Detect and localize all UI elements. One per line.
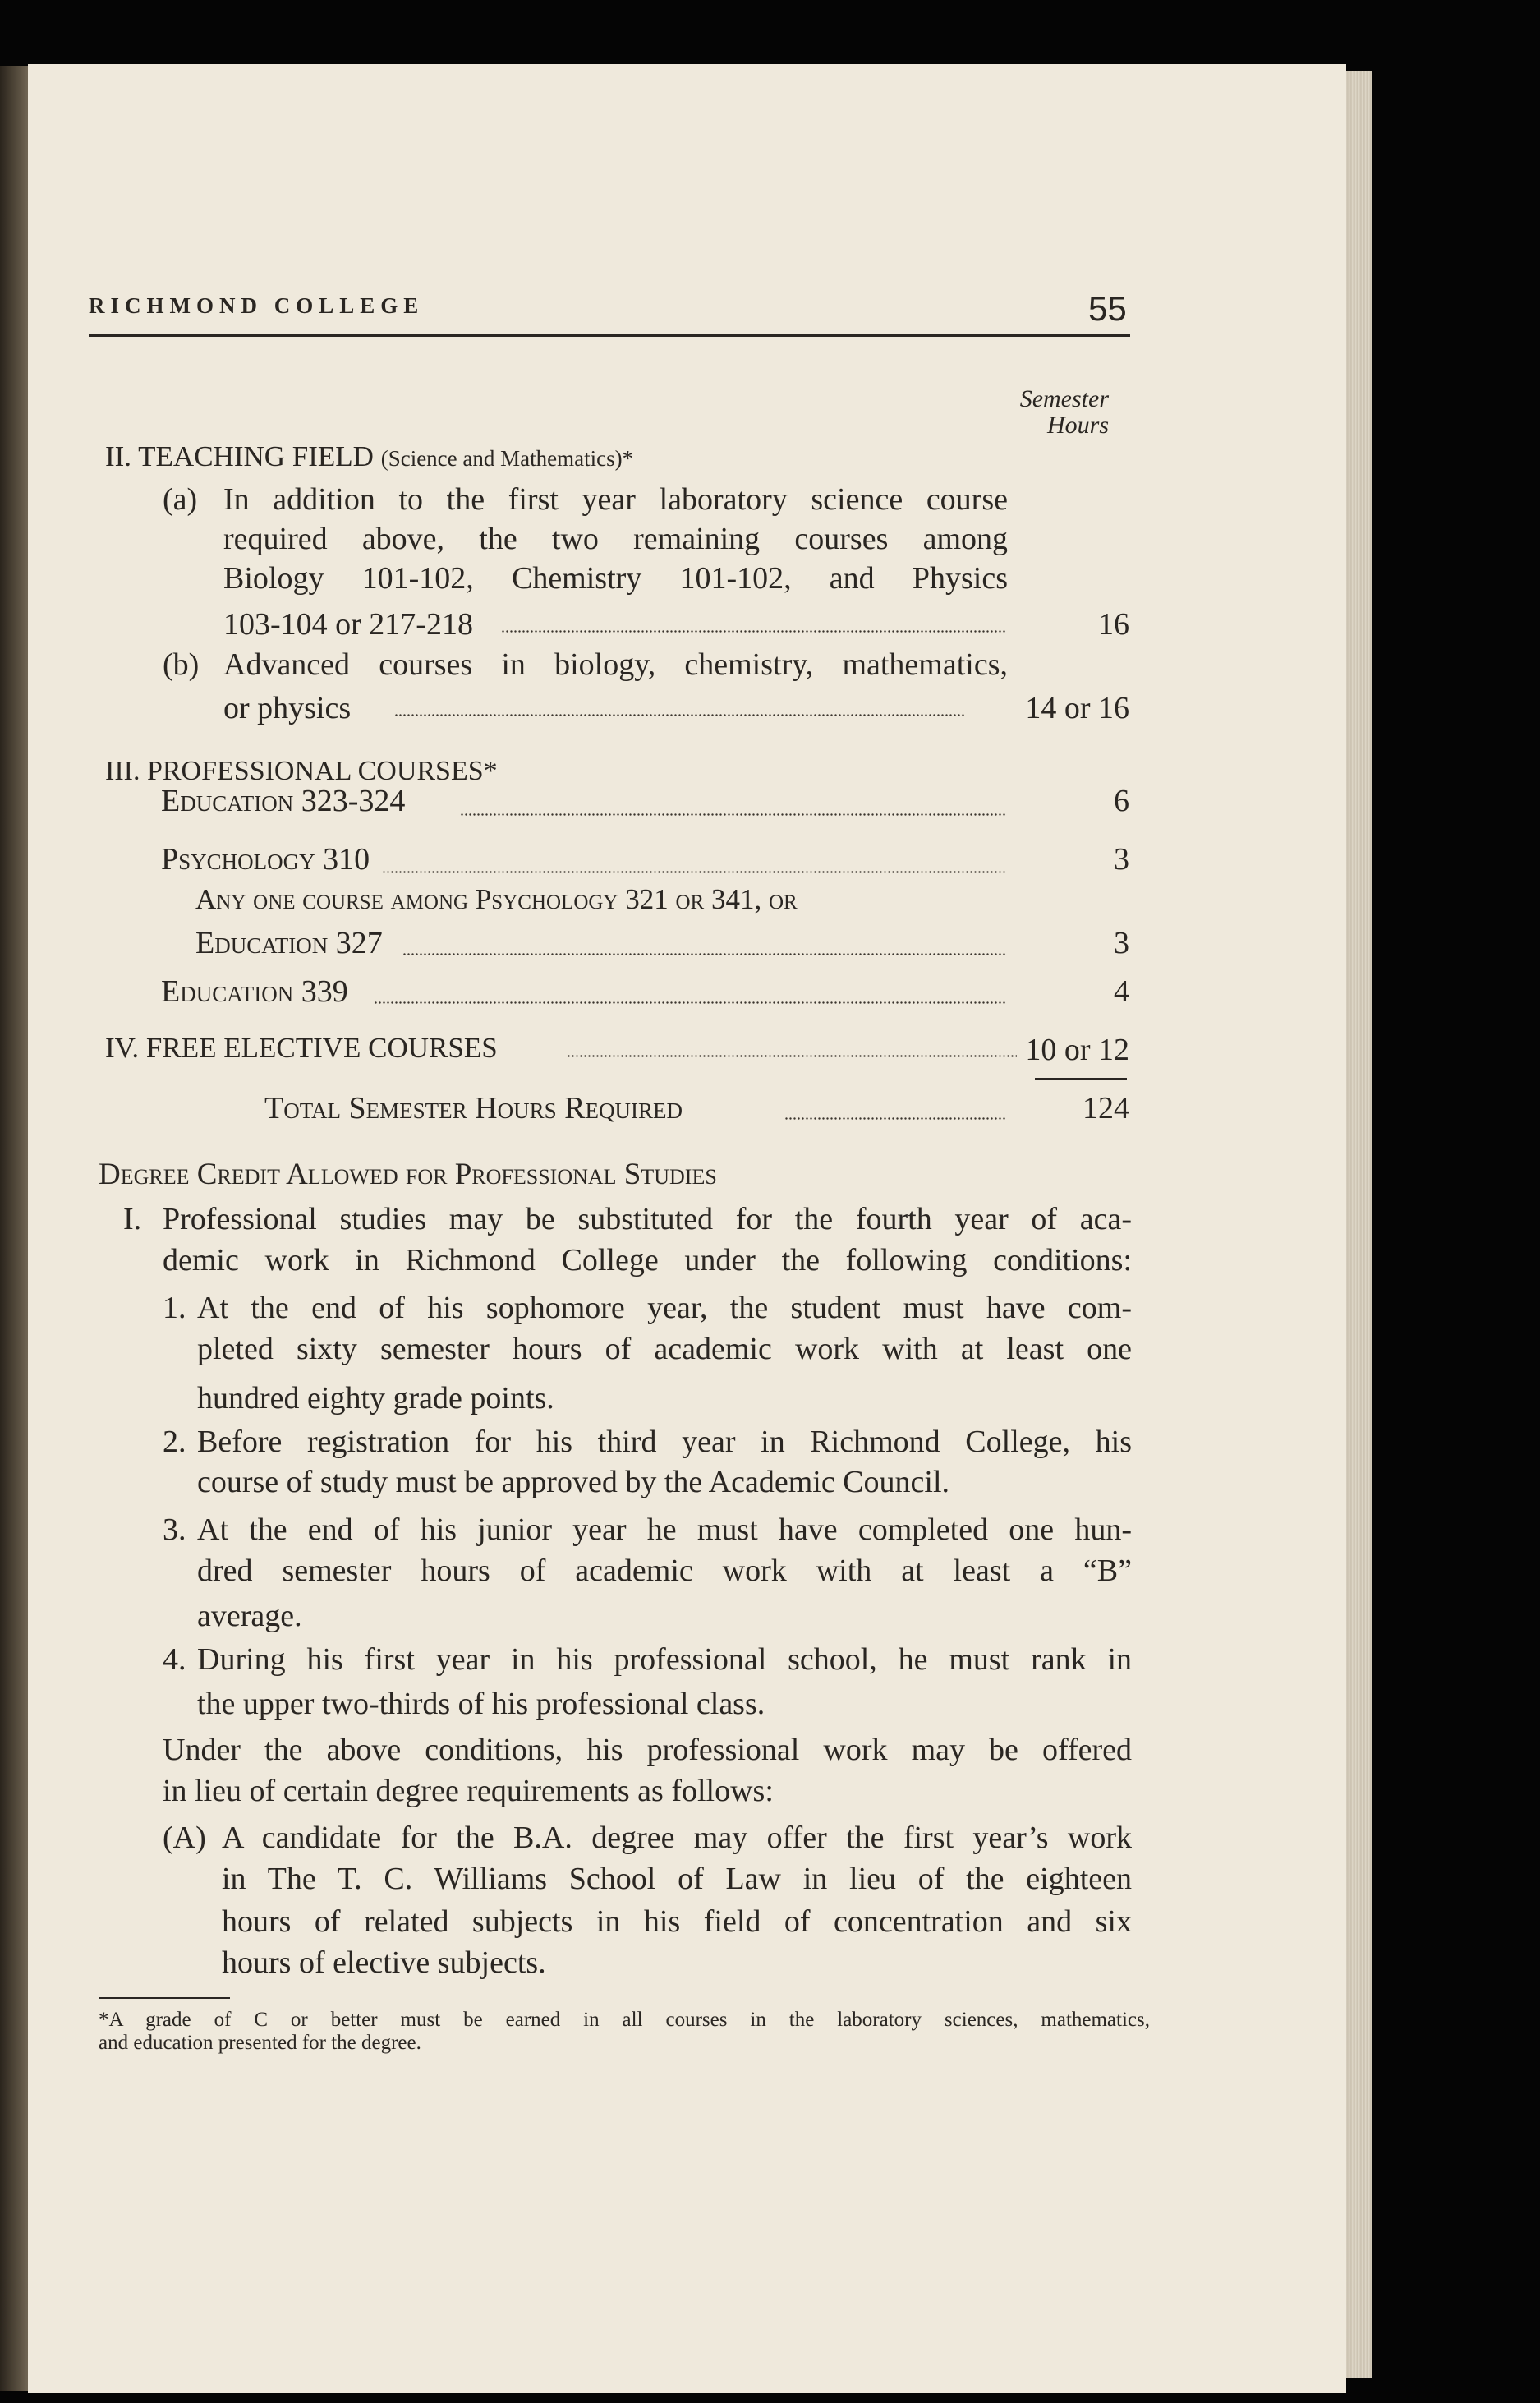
course-hours: 6 xyxy=(1114,784,1129,818)
running-head: RICHMOND COLLEGE xyxy=(89,293,425,318)
option-a-line: hours of related subjects in his field of concentration and six xyxy=(222,1904,1132,1939)
section-ii-subtitle: (Science and Mathematics)* xyxy=(380,446,634,471)
footnote-line: and education presented for the degree. xyxy=(99,2032,421,2054)
under-conditions-line: in lieu of certain degree requirements as follows: xyxy=(163,1774,774,1808)
leader-dots xyxy=(501,630,1006,633)
footnote-rule xyxy=(99,1997,230,1999)
section-ii-b-line: Advanced courses in biology, chemistry, mathematics, xyxy=(223,647,1008,682)
condition-number: 3. xyxy=(163,1512,186,1547)
section-ii-a-line: required above, the two remaining courses among xyxy=(223,522,1008,556)
column-head-line1: Semester xyxy=(1019,385,1109,412)
condition-number: 4. xyxy=(163,1642,186,1677)
option-a-label: (A) xyxy=(163,1821,206,1855)
credit-item-line: Professional studies may be substituted for the fourth year of aca- xyxy=(163,1202,1132,1236)
section-ii-a-line: In addition to the first year laboratory science course xyxy=(223,482,1008,517)
semester-hours-column-head xyxy=(1010,386,1109,439)
leader-dots xyxy=(382,871,1006,873)
credit-item-label: I. xyxy=(123,1202,142,1236)
section-ii-b-line: or physics xyxy=(223,691,352,725)
leader-dots xyxy=(567,1055,1017,1057)
section-iii-heading: III. PROFESSIONAL COURSES* xyxy=(105,756,498,786)
option-a-line: hours of elective subjects. xyxy=(222,1945,546,1980)
page-edge xyxy=(1346,71,1372,2378)
column-head-line2: Hours xyxy=(1046,412,1109,439)
course-option-line: Any one course among Psychology 321 or 341, or xyxy=(195,883,798,915)
section-ii-a-hours: 16 xyxy=(1098,607,1129,642)
under-conditions-line: Under the above conditions, his professional work may be offered xyxy=(163,1733,1132,1767)
condition-line: Before registration for his third year in Richmond College, his xyxy=(197,1425,1132,1459)
condition-line: During his first year in his professional school, he must rank in xyxy=(197,1642,1132,1677)
option-a-line: A candidate for the B.A. degree may offer the first year’s work xyxy=(222,1821,1132,1855)
section-ii-a-line: Biology 101-102, Chemistry 101-102, and Physics xyxy=(223,561,1008,596)
footnote xyxy=(99,2009,1150,2055)
section-ii-b-label: (b) xyxy=(163,647,200,682)
header-rule xyxy=(89,334,1130,337)
condition-line: pleted sixty semester hours of academic work with at least one xyxy=(197,1332,1132,1366)
course-name: Education 327 xyxy=(195,926,383,960)
section-ii-heading xyxy=(105,440,633,473)
section-iv-heading: IV. FREE ELECTIVE COURSES xyxy=(105,1032,498,1064)
footnote-line: *A grade of C or better must be earned in all courses in the laboratory sciences, mathematics, xyxy=(99,2009,1150,2031)
course-name: Education 339 xyxy=(161,974,348,1009)
degree-credit-heading: Degree Credit Allowed for Professional Studies xyxy=(99,1158,717,1191)
total-label: Total Semester Hours Required xyxy=(264,1091,683,1126)
leader-dots xyxy=(374,1001,1006,1004)
condition-line: At the end of his sophomore year, the student must have com- xyxy=(197,1291,1132,1325)
condition-line: At the end of his junior year he must have completed one hun- xyxy=(197,1512,1132,1547)
condition-number: 1. xyxy=(163,1291,186,1325)
course-hours: 3 xyxy=(1114,926,1129,960)
condition-line: course of study must be approved by the Academic Council. xyxy=(197,1465,950,1499)
condition-line: average. xyxy=(197,1599,302,1633)
total-rule xyxy=(1035,1078,1127,1080)
course-hours: 4 xyxy=(1114,974,1129,1009)
section-iv-hours: 10 or 12 xyxy=(1025,1033,1129,1067)
condition-line: the upper two-thirds of his professional class. xyxy=(197,1687,765,1721)
leader-dots xyxy=(784,1117,1006,1120)
section-ii-title: II. TEACHING FIELD xyxy=(105,440,374,472)
option-a-line: in The T. C. Williams School of Law in lieu of the eighteen xyxy=(222,1862,1132,1896)
total-hours: 124 xyxy=(1083,1091,1129,1126)
leader-dots xyxy=(402,953,1006,955)
leader-dots xyxy=(460,813,1006,816)
section-ii-b-hours: 14 or 16 xyxy=(1025,691,1129,725)
condition-line: dred semester hours of academic work with at least a “B” xyxy=(197,1554,1132,1588)
leader-dots xyxy=(394,714,965,716)
section-ii-a-label: (a) xyxy=(163,482,198,517)
page-number: 55 xyxy=(1088,289,1127,328)
course-name: Psychology 310 xyxy=(161,842,370,877)
credit-item-line: demic work in Richmond College under the following conditions: xyxy=(163,1243,1132,1277)
section-ii-a-line: 103-104 or 217-218 xyxy=(223,607,473,642)
condition-number: 2. xyxy=(163,1425,186,1459)
condition-line: hundred eighty grade points. xyxy=(197,1381,554,1416)
course-hours: 3 xyxy=(1114,842,1129,877)
course-name: Education 323-324 xyxy=(161,784,406,818)
